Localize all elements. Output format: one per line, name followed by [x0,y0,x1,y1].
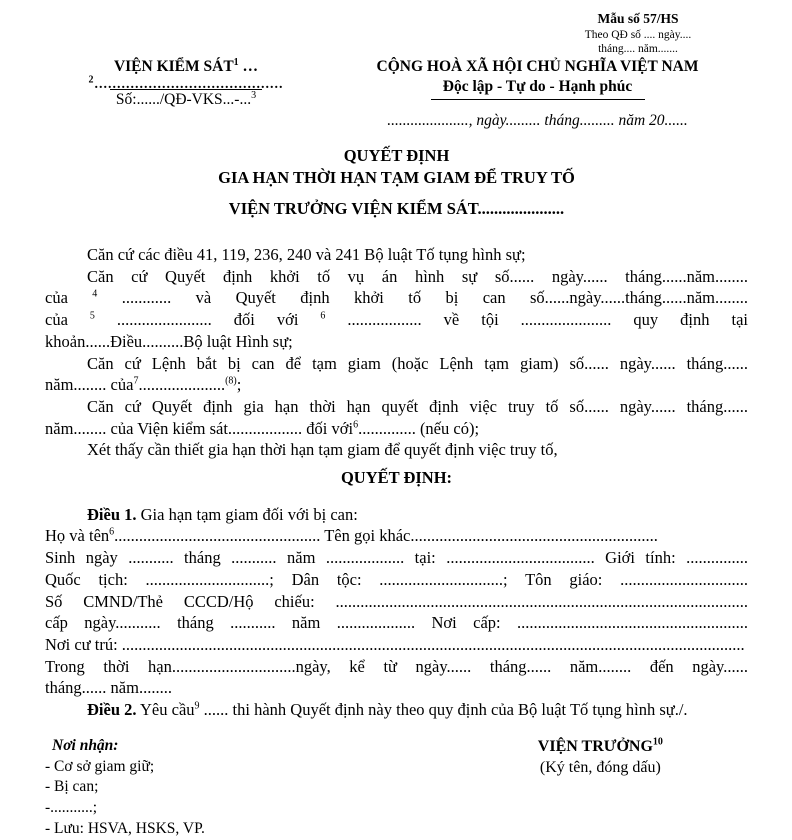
basis-prosecution-decision-line3: của $^5$ ....................... đối với $^6$ .................. về tội ...................... quy định tại [45,310,748,330]
motto-separator-rule [431,99,645,100]
agency-name-fill-line: $^2$.......................................... [88,74,284,92]
document-number-line: Số:....../QĐ-VKS...-...$^3$ [115,89,257,108]
agency-name: VIỆN KIỂM SÁT$^1$ … [113,56,259,75]
basis-arrest-warrant-line1: Căn cứ Lệnh bắt bị can để tạm giam (hoặc Lệnh tạm giam) số...... ngày...... tháng...... [87,353,748,373]
recipients-block [45,736,453,840]
basis-arrest-warrant-line2: năm........ của$^7$.....................$^{(8)}$; [45,375,242,395]
place-date-line: ....................., ngày......... tháng......... năm 20...... [387,112,688,129]
legal-basis-line: Căn cứ các điều 41, 119, 236, 240 và 241 Bộ luật Tố tụng hình sự; [87,245,526,264]
signer-title: VIỆN TRƯỞNG$^{10}$ [537,736,663,755]
basis-extension-decision-line1: Căn cứ Quyết định gia hạn thời hạn quyết định việc truy tố số...... ngày...... tháng...... [87,396,748,416]
recipient-item: -...........; [45,799,98,817]
national-motto-line1: CỘNG HOÀ XÃ HỘI CHỦ NGHĨA VIỆT NAM [376,58,699,75]
form-decision-ref-date: tháng.... năm....... [598,43,678,56]
recipient-item: - Cơ sở giam giữ; [45,757,155,775]
document-header [45,58,748,130]
signature-block [453,736,748,840]
basis-prosecution-decision-line1: Căn cứ Quyết định khởi tố vụ án hình sự số...... ngày...... tháng......năm........ [87,266,748,286]
field-id-number: Số CMND/Thẻ CCCD/Hộ chiếu: .................................................................................................... [45,591,748,611]
national-motto-line2: Độc lập - Tự do - Hạnh phúc [442,78,633,95]
necessity-statement-line: Xét thấy cần thiết gia hạn thời hạn tạm giam để quyết định việc truy tố, [87,440,558,460]
document-title: QUYẾT ĐỊNH [343,146,450,165]
article-1-line: Điều 1. Gia hạn tạm giam đối với bị can: [87,504,358,524]
field-duration-line2: tháng...... năm........ [45,678,172,698]
basis-extension-decision-line2: năm........ của Viện kiểm sát.................. đối với$^6$.............. (nếu có); [45,418,480,438]
document-body [45,244,748,721]
basis-prosecution-decision-line4: khoản......Điều..........Bộ luật Hình sự; [45,331,293,351]
national-heading-block [327,58,748,130]
recipients-title: Nơi nhận: [52,736,119,754]
field-residence: Nơi cư trú: ....................................................................................................................................................... [45,634,745,654]
document-title-block [45,145,748,219]
decision-heading: QUYẾT ĐỊNH: [340,468,453,488]
issuer-line: VIỆN TRƯỞNG VIỆN KIỂM SÁT..................... [228,199,565,218]
form-number: Mẫu số 57/HS [597,11,679,26]
issuing-agency-block [45,58,327,130]
document-footer [45,736,748,840]
field-duration-line1: Trong thời hạn..............................ngày, kể từ ngày...... tháng...... năm........ đến ngày...... [45,656,748,676]
field-id-issue-date-place: cấp ngày........... tháng ........... năm ................... Nơi cấp: ........................................................ [45,613,748,633]
field-birth-date-gender: Sinh ngày ........... tháng ........... năm ................... tại: .................................... Giới tính: ............... [45,548,748,568]
field-full-name: Họ và tên$^6$.................................................. Tên gọi khác............................................................ [45,526,658,546]
field-nationality-ethnicity-religion: Quốc tịch: ..............................; Dân tộc: ..............................; Tôn giáo: ............................... [45,569,748,589]
recipient-item: - Bị can; [45,778,99,796]
form-reference-tag [549,10,727,57]
document-subtitle: GIA HẠN THỜI HẠN TẠM GIAM ĐỂ TRUY TỐ [218,167,575,187]
article-2-line: Điều 2. Yêu cầu$^9$ ...... thi hành Quyết định này theo quy định của Bộ luật Tố tụng hình sự./. [87,700,688,720]
recipient-item: - Lưu: HSVA, HSKS, VP. [45,819,205,837]
signature-instruction: (Ký tên, đóng dấu) [539,759,661,777]
basis-prosecution-decision-line2: của $^4$ ............ và Quyết định khởi tố bị can số......ngày......tháng......năm........ [45,288,748,308]
form-decision-ref: Theo QĐ số .... ngày.... [584,28,692,41]
